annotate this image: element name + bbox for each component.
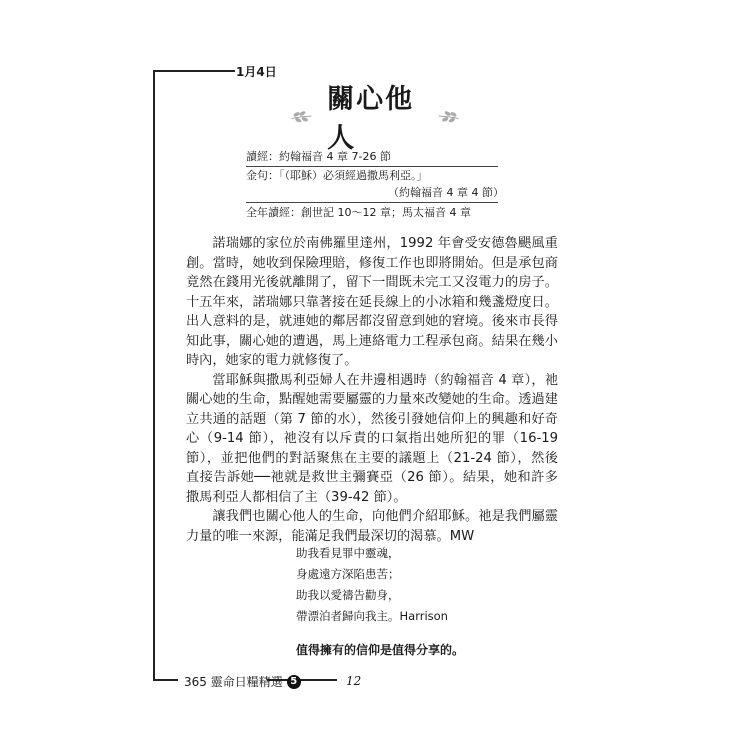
golden-verse-reference: （約翰福音 4 章 4 節） [388, 186, 504, 199]
poem-line: 助我以愛禱告勸身， [296, 588, 400, 602]
leaf-ornament-left-icon [290, 107, 313, 125]
devotional-body [186, 234, 558, 546]
frame-left-rule [153, 70, 155, 680]
reading-reference: 讀經：約翰福音 4 章 7-26 節 [246, 150, 391, 163]
frame-bottom-rule [153, 679, 178, 681]
reference-divider [246, 202, 498, 203]
poem [296, 543, 448, 627]
golden-verse: 金句：「（耶穌）必須經過撒馬利亞。」 [246, 169, 428, 182]
body-paragraph: 當耶穌與撒馬利亞婦人在井邊相遇時（約翰福音 4 章），祂關心她的生命，點醒她需要屬靈的力量來改變她的生命。透過建立共通的話題（第 7 節的水），然後引發她信仰上的興趣和好奇心（9-14 節），祂沒有以斥責的口氣指出她所犯的罪（16-19 節），並把他們的對話聚焦在主要的議題上（21-24 節），然後直接告訴她──祂就是救世主彌賽亞（26 節）。結果，她和許多撒馬利亞人都相信了主（39-42 節）。 [186, 372, 558, 505]
motto: 值得擁有的信仰是值得分享的。 [296, 643, 465, 657]
book-title: 365 靈命日糧精選 [184, 675, 283, 689]
annual-reading: 全年讀經：創世記 10～12 章；馬太福音 4 章 [246, 206, 471, 219]
page-title: 關心他人 [327, 84, 415, 154]
frame-top-rule [153, 70, 235, 72]
footer-book-title [184, 673, 301, 690]
body-paragraph: 諾瑞娜的家位於南佛羅里達州，1992 年會受安德魯颶風重創。當時，她收到保險理賠，修復工作也即將開始。但是承包商竟然在錢用光後就離開了，留下一間既未完工又沒電力的房子。十五年來，諾瑞娜只靠著接在延長線上的小冰箱和幾盞燈度日。出人意料的是，就連她的鄰居都沒留意到她的窘境。後來市長得知此事，關心她的遭遇，馬上連絡電力工程承包商。結果在幾小時內，她家的電力就修復了。 [186, 236, 558, 368]
page-date: 1月4日 [236, 65, 277, 79]
poem-line: 帶漂泊者歸向我主。Harrison [296, 609, 448, 623]
poem-line: 助我看見罪中靈魂， [296, 546, 400, 560]
leaf-ornament-right-icon [437, 107, 460, 125]
body-paragraph: 讓我們也關心他人的生命，向他們介紹耶穌。祂是我們屬靈力量的唯一來源，能滿足我們最深切的渴慕。MW [186, 509, 558, 544]
reference-divider [246, 166, 498, 167]
page-number: 12 [346, 674, 362, 688]
title-block [290, 84, 460, 154]
poem-line: 身處遠方深陷患苦； [296, 567, 400, 581]
volume-badge: 5 [287, 675, 301, 689]
